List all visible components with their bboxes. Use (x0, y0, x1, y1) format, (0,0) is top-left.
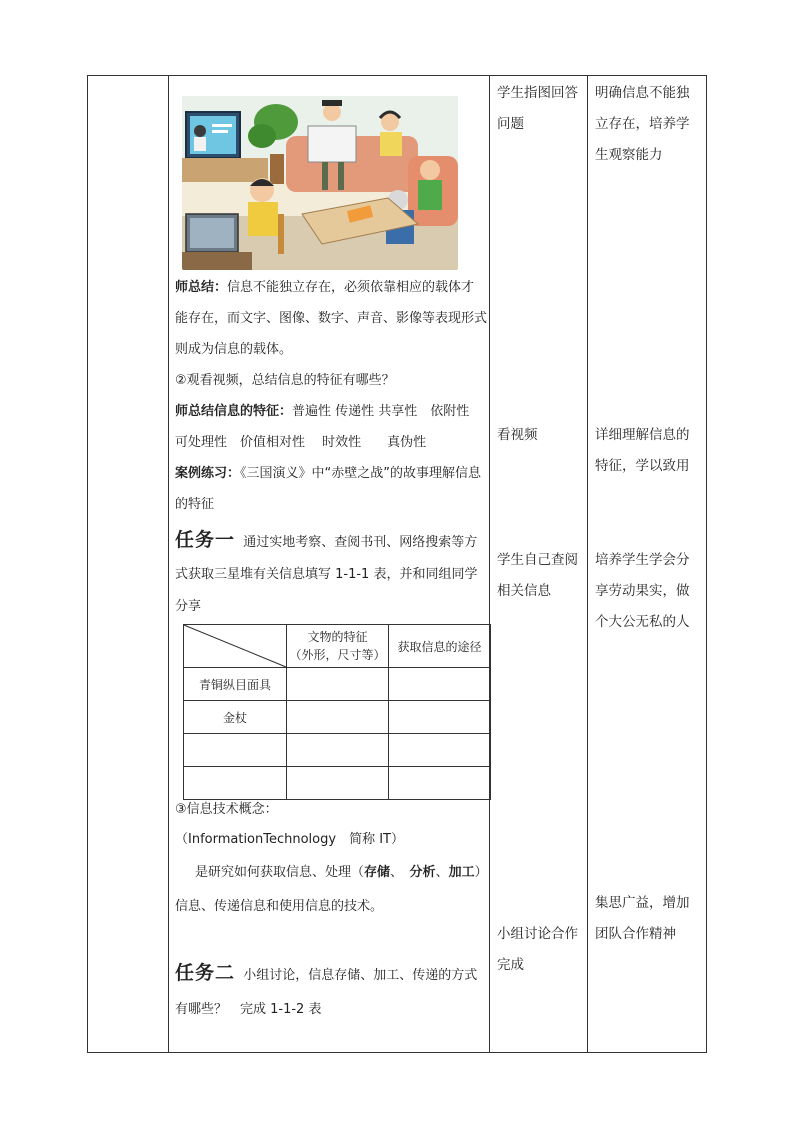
task-2-text: 小组讨论，信息存储、加工、传递的方式有哪些？ 完成 1-1-2 表 (175, 968, 478, 1017)
step-2: ②观看视频，总结信息的特征有哪些？ (175, 373, 395, 388)
diagonal-header-cell (184, 625, 287, 668)
row-label (184, 734, 287, 767)
table-row (184, 668, 491, 701)
student-activity-1: 学生指图回答问题 (497, 85, 578, 132)
design-purpose-column (588, 76, 706, 1052)
task-1 (175, 524, 487, 623)
table-cell[interactable] (389, 668, 491, 701)
purpose-4: 集思广益，增加团队合作精神 (595, 895, 690, 942)
step-3: ③信息技术概念： (175, 802, 278, 817)
table-cell[interactable] (389, 734, 491, 767)
it-definition: 是研究如何获取信息、处理（存储、 分析、加工）信息、传递信息和使用信息的技术。 (175, 865, 482, 914)
teacher-summary (175, 272, 487, 365)
teacher-summary-text: 信息不能独立存在，必须依靠相应的载体才能存在，而文字、图像、数字、声音、影像等表现形式则成为信息的载体。 (175, 280, 488, 357)
table-cell[interactable] (287, 734, 389, 767)
table-cell[interactable] (287, 701, 389, 734)
teaching-content-column (169, 76, 489, 1052)
features-label: 师总结信息的特征： (175, 404, 293, 419)
student-activity-column (490, 76, 587, 1052)
row-label: 青铜纵目面具 (184, 668, 287, 701)
purpose-1: 明确信息不能独立存在，培养学生观察能力 (595, 85, 690, 163)
task-2-heading: 任务二 (175, 962, 236, 984)
student-activity-4: 小组讨论合作完成 (497, 926, 578, 973)
student-activity-3: 学生自己查阅相关信息 (497, 552, 578, 599)
case-label: 案例练习： (175, 466, 241, 481)
info-table-1-1-1 (183, 624, 491, 800)
case-text: 《三国演义》中“赤壁之战”的故事理解信息的特征 (175, 466, 481, 512)
table-cell[interactable] (287, 668, 389, 701)
header-artifact-features: 文物的特征 （外形，尺寸等） (287, 625, 389, 668)
task-2 (175, 956, 487, 1027)
table-cell[interactable] (389, 701, 491, 734)
table-row (184, 734, 491, 767)
purpose-3: 培养学生学会分享劳动果实，做个大公无私的人 (595, 552, 690, 630)
it-english-name: （InformationTechnology 简称 IT） (175, 832, 404, 847)
row-label: 金杖 (184, 701, 287, 734)
lesson-plan-table (87, 75, 707, 1053)
purpose-2: 详细理解信息的特征，学以致用 (595, 427, 690, 474)
features-text: 普遍性 传递性 共享性 依附性 可处理性 价值相对性 时效性 真伪性 (175, 404, 483, 450)
family-illustration (182, 96, 458, 270)
task-1-text: 通过实地考察、查阅书刊、网络搜索等方式获取三星堆有关信息填写 1-1-1 表，并和同组同学分享 (175, 535, 478, 614)
task-1-heading: 任务一 (175, 529, 236, 551)
features-summary (175, 396, 487, 458)
case-practice (175, 458, 487, 520)
teacher-summary-label: 师总结： (175, 280, 228, 295)
header-acquisition-method: 获取信息的途径 (389, 625, 491, 668)
table-row (184, 701, 491, 734)
student-activity-2: 看视频 (497, 427, 538, 443)
